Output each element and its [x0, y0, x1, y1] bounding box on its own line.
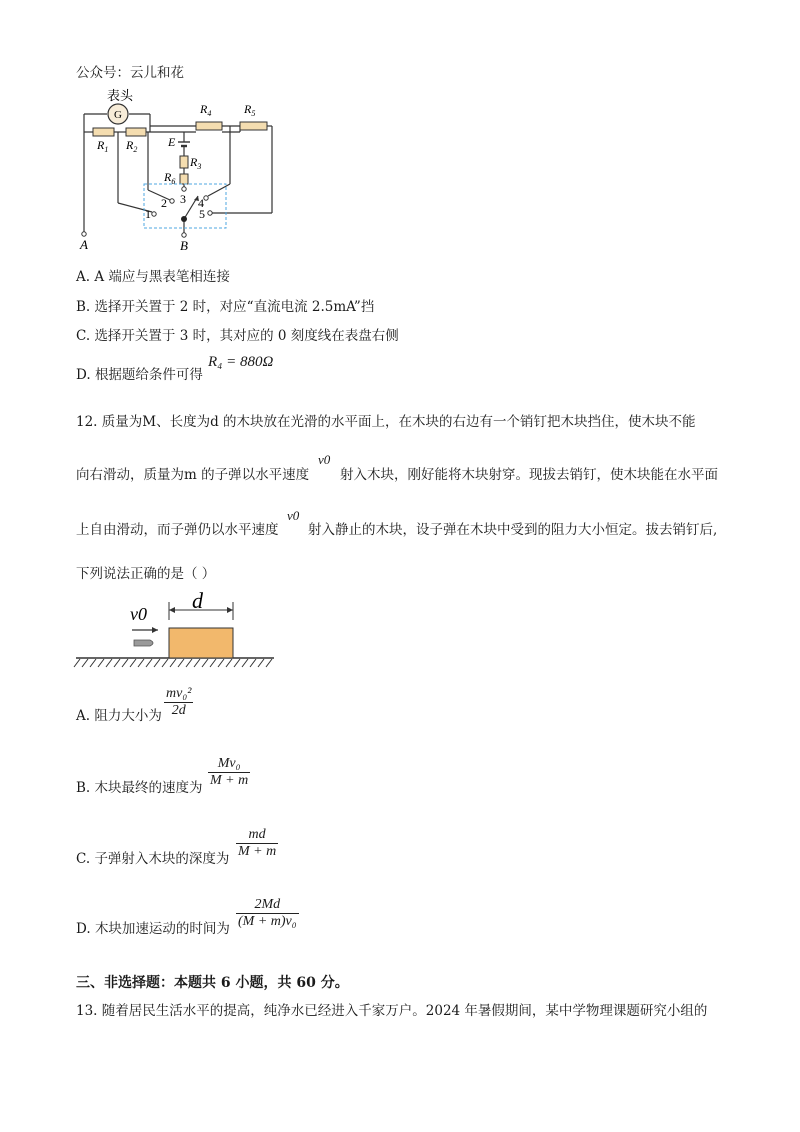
- meter-label: 表头: [107, 88, 134, 103]
- source-e-label: E: [168, 135, 176, 149]
- fraction-denominator: M + m: [238, 844, 277, 859]
- fraction-numerator: mv₀²: [166, 686, 192, 701]
- resistor-r2: [126, 128, 146, 136]
- svg-text:5: 5: [199, 207, 205, 221]
- svg-text:R6: $R_6$: [164, 170, 176, 186]
- option-text: 选择开关置于 2 时，对应“直流电流 2.5mA”挡: [94, 299, 375, 315]
- q12-option-a: [76, 707, 162, 725]
- resistor-r5: [240, 122, 267, 130]
- terminal-a-label: A: [80, 237, 88, 252]
- bullet-icon: [134, 640, 153, 646]
- galvanometer-symbol: G: [114, 109, 122, 121]
- q12-line-1: 12. 质量为M、长度为d 的木块放在光滑的水平面上，在木块的右边有一个销钉把木块挡住，使木块不能: [76, 414, 696, 430]
- q11-option-c: [76, 327, 399, 345]
- fraction-denominator: M + m: [210, 773, 249, 788]
- option-text: 阻力大小为: [94, 708, 162, 724]
- fraction-numerator: md: [248, 827, 266, 842]
- q13-line-1: 13. 随着居民生活水平的提高，纯净水已经进入千家万户。2024 年暑假期间，某中学物理课题研究小组的: [76, 1003, 708, 1019]
- source-label: 公众号：云儿和花: [76, 65, 184, 81]
- multimeter-circuit-diagram: [60, 86, 290, 256]
- q12-option-d: [76, 920, 230, 938]
- option-text: 木块最终的速度为: [94, 780, 203, 796]
- q12-line-3a: 上自由滑动，而子弹仍以水平速度: [76, 522, 279, 538]
- q12-v0-inline: v0: [318, 452, 331, 467]
- svg-text:R2: $R_2$: [126, 138, 138, 154]
- wooden-block: [169, 628, 233, 658]
- resistor-r6: [180, 174, 188, 184]
- fraction-denominator: 2d: [171, 703, 186, 718]
- q12-line-2a: 向右滑动，质量为m 的子弹以水平速度: [76, 467, 310, 483]
- fraction-numerator: 2Md: [254, 897, 281, 912]
- option-letter: B.: [76, 780, 91, 796]
- svg-text:3: 3: [180, 192, 186, 206]
- option-text: 木块加速运动的时间为: [94, 921, 230, 937]
- q12-v0-inline-2: v0: [287, 508, 300, 523]
- figure-v0-label: v0: [130, 604, 147, 624]
- option-text: 子弹射入木块的深度为: [94, 851, 230, 867]
- svg-text:1: 1: [145, 207, 151, 221]
- option-letter: C.: [76, 328, 91, 344]
- fraction-d: [236, 897, 299, 930]
- fraction-numerator: Mv₀: [217, 756, 241, 771]
- option-letter: D.: [76, 921, 91, 937]
- terminal-b-label: B: [180, 238, 188, 253]
- q11-option-a: [76, 268, 230, 286]
- svg-text:R4: $R_4$: [200, 102, 212, 118]
- q12-line-2b: 射入木块，刚好能将木块射穿。现拔去销钉，使木块能在水平面: [340, 467, 718, 483]
- fraction-a: [164, 686, 193, 719]
- option-letter: B.: [76, 299, 91, 315]
- q12-line-4: 下列说法正确的是（ ）: [76, 566, 216, 582]
- figure-d-label: d: [192, 588, 203, 613]
- formula-r4: R₄ = 880Ω: [208, 354, 274, 370]
- option-text: 选择开关置于 3 时，其对应的 0 刻度线在表盘右侧: [94, 328, 399, 344]
- q12-option-b: [76, 779, 203, 797]
- resistor-r3: [180, 156, 188, 168]
- option-letter: A.: [76, 269, 91, 285]
- q11-option-d: [76, 366, 203, 384]
- svg-text:R3: $R_3$: [190, 155, 202, 171]
- q12-option-c: [76, 850, 229, 868]
- bullet-block-figure: [72, 588, 282, 668]
- option-text: A 端应与黑表笔相连接: [94, 269, 230, 285]
- svg-text:R1: $R_1$: [97, 138, 109, 154]
- q11-option-b: [76, 298, 374, 316]
- svg-text:2: 2: [161, 196, 167, 210]
- fraction-c: [236, 827, 278, 860]
- svg-text:4: 4: [198, 196, 204, 210]
- fraction-b: [208, 756, 250, 789]
- resistor-r4: [196, 122, 222, 130]
- option-letter: C.: [76, 851, 91, 867]
- resistor-r1: [93, 128, 114, 136]
- q12-line-3b: 射入静止的木块，设子弹在木块中受到的阻力大小恒定。拔去销钉后,: [308, 522, 718, 538]
- section-heading: 三、非选择题：本题共 6 小题，共 60 分。: [76, 975, 349, 991]
- option-text: 根据题给条件可得: [94, 367, 203, 383]
- option-letter: D.: [76, 367, 91, 383]
- option-letter: A.: [76, 708, 91, 724]
- fraction-denominator: (M + m)v₀: [238, 914, 297, 929]
- svg-text:R5: $R_5$: [244, 102, 256, 118]
